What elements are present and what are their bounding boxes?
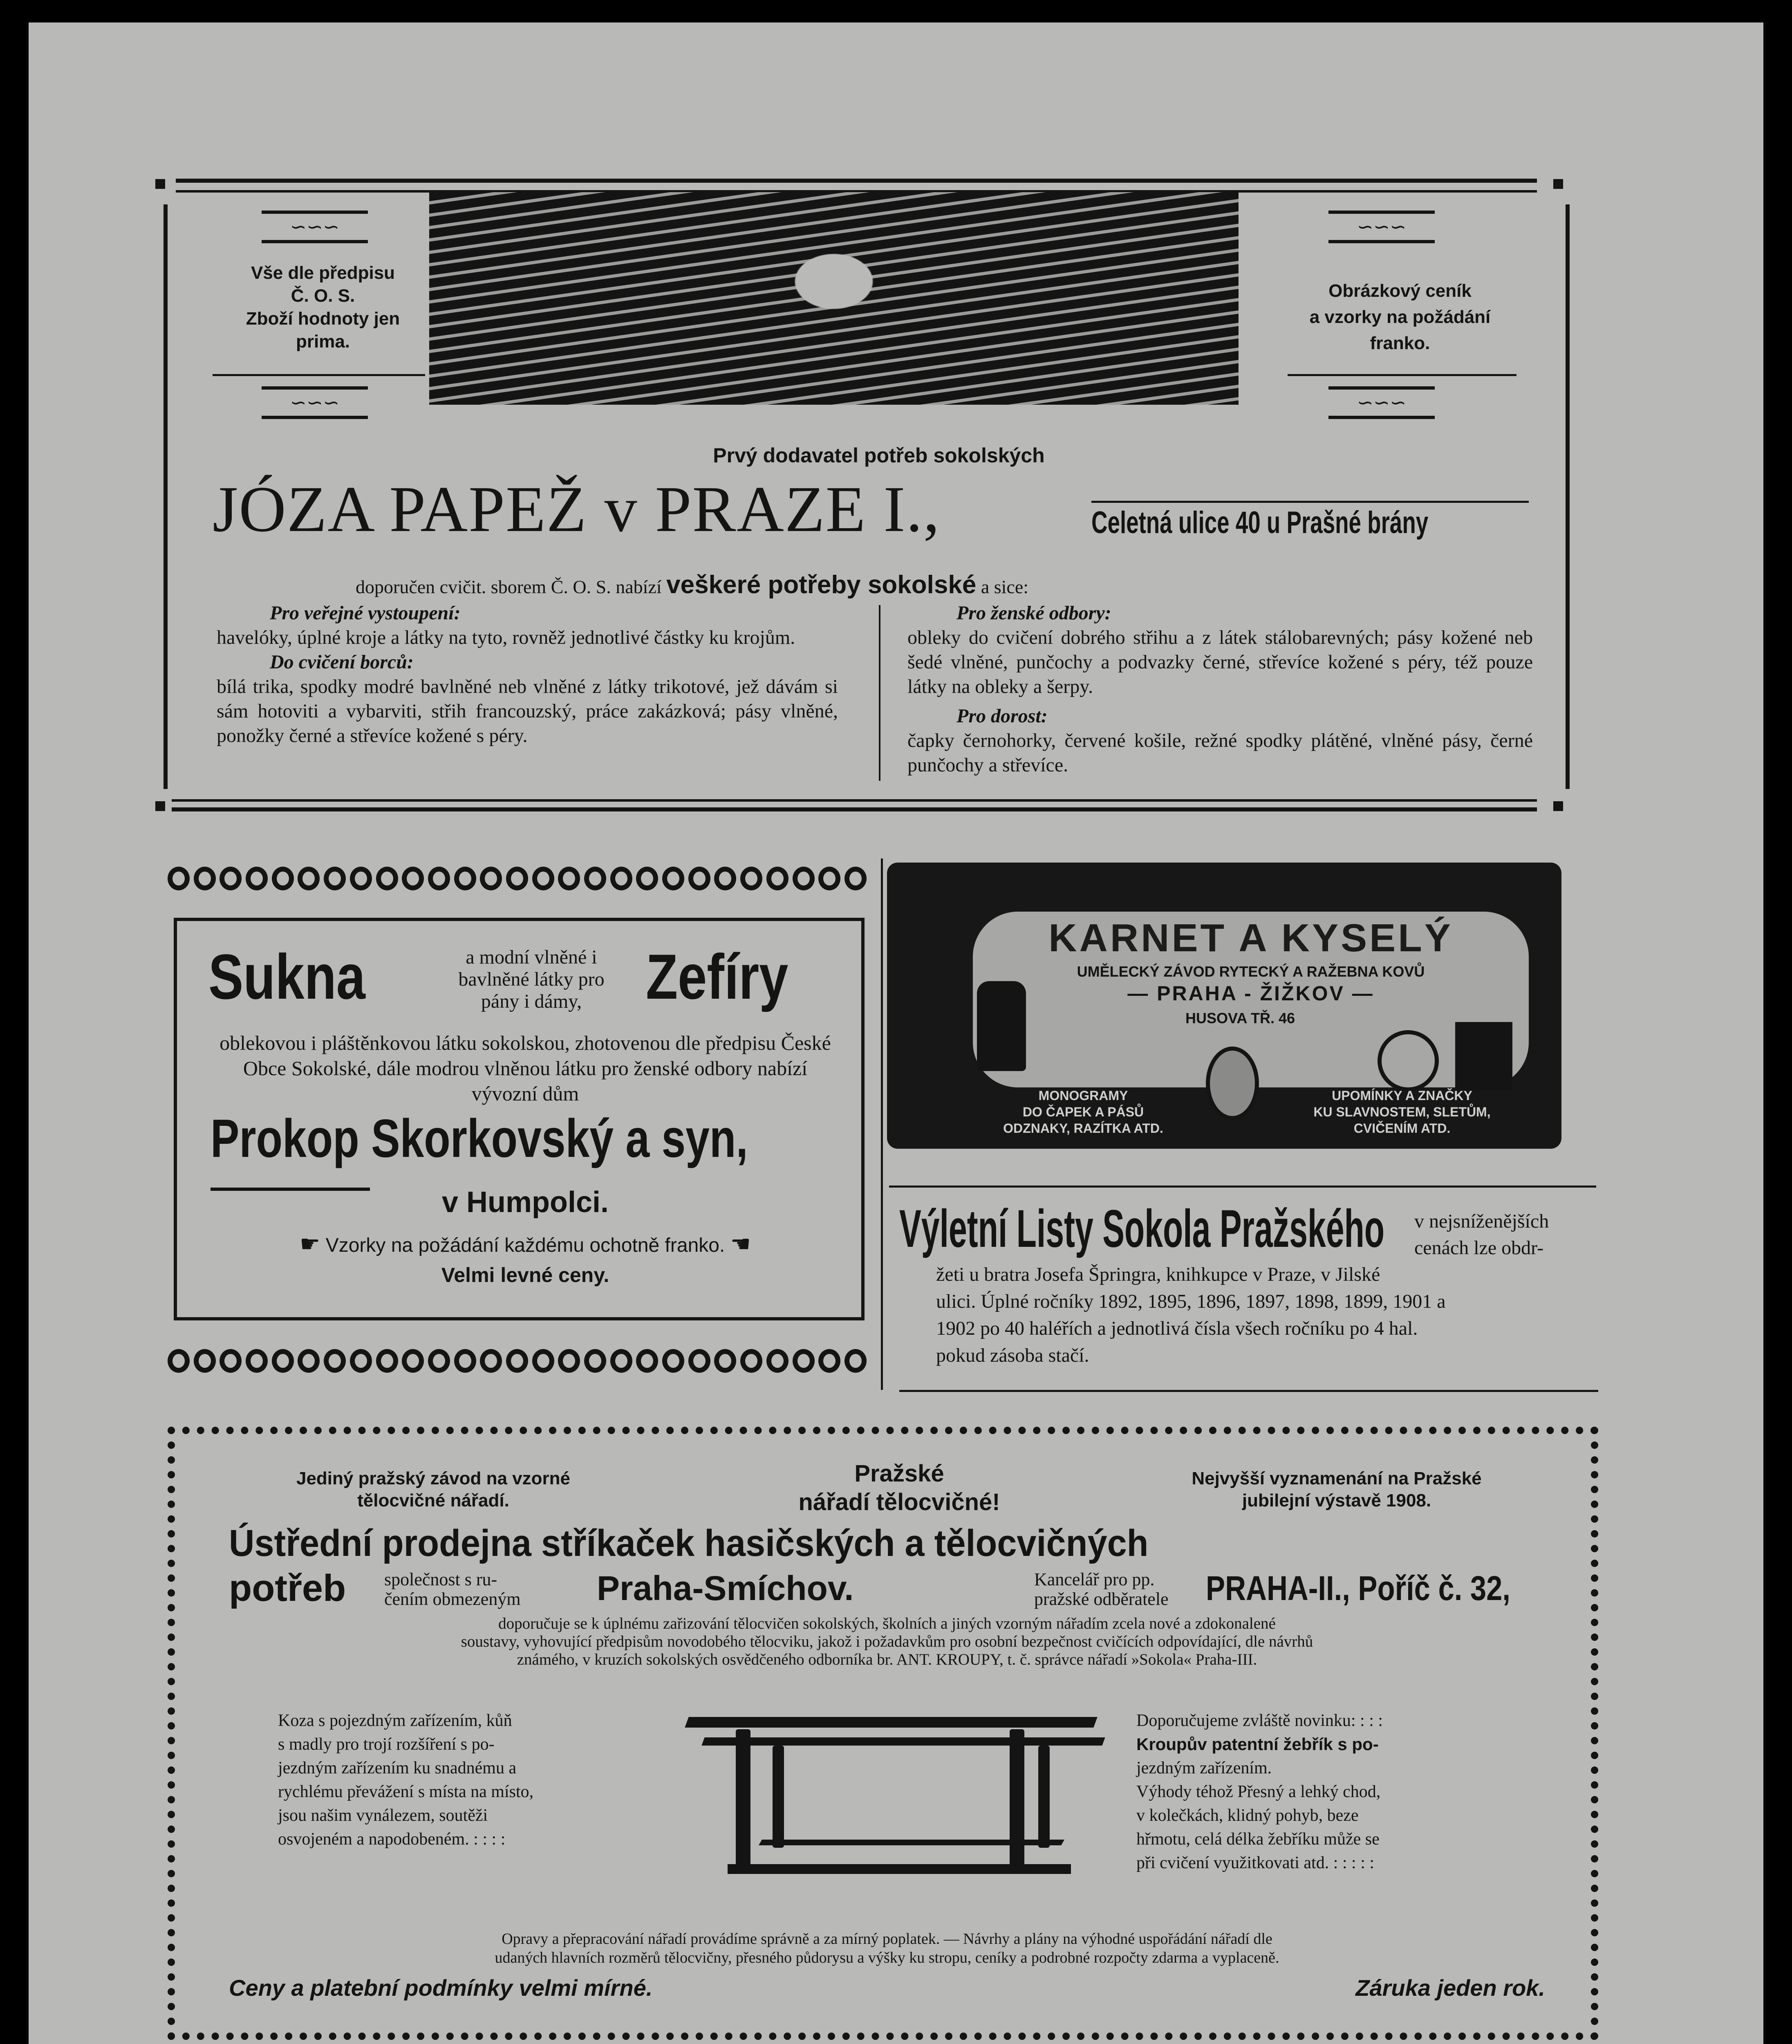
prices-line: Velmi levné ceny. <box>441 1264 609 1286</box>
bar-rail <box>701 1737 1105 1746</box>
head-line: nářadí tělocvičné! <box>798 1489 1000 1515</box>
koza-text <box>278 1709 638 1851</box>
column-rule <box>881 858 883 1390</box>
vyletni-line: ulici. Úplné ročníky 1892, 1895, 1896, 1897, 1898, 1899, 1901 a <box>936 1291 1446 1312</box>
fabric-note <box>425 946 638 1013</box>
section-heading: Pro dorost: <box>956 705 1048 727</box>
rising-sun-illustration <box>429 192 1239 405</box>
address-text: Celetná ulice 40 u Prašné brány <box>1091 505 1429 540</box>
karnet-right-services <box>1288 1087 1516 1136</box>
zebrik-line: Doporučujeme zvláště novinku: : : : <box>1136 1711 1383 1730</box>
corner-square <box>1553 801 1563 811</box>
monogram-medallion <box>1206 1047 1259 1120</box>
firm-skorkovsky: Prokop Skorkovský a syn, <box>211 1108 748 1168</box>
address-underline <box>1091 501 1529 503</box>
head-right <box>1120 1468 1553 1512</box>
corner-square <box>1553 179 1563 189</box>
company-form-line: společnost s ru- <box>384 1569 497 1589</box>
firm-name: JÓZA PAPEŽ v PRAZE I., <box>213 473 941 545</box>
samples-line <box>208 1230 842 1257</box>
koza-line: jezdným zařízením ku snadnému a <box>278 1759 517 1777</box>
pointing-hand-icon: ☛ <box>300 1231 320 1257</box>
prodejna-title: Ústřední prodejna stříkaček hasičských a tělocvičných <box>229 1522 1149 1564</box>
koza-line: osvojeném a napodobeném. : : : : <box>278 1830 506 1849</box>
divider <box>1288 374 1516 376</box>
bar-post <box>773 1746 784 1848</box>
vyletni-line: žeti u bratra Josefa Špringra, knihkupce v Praze, v Jilské <box>936 1264 1380 1285</box>
word-zefiry: Zefíry <box>646 941 788 1013</box>
zebrik-line: v kolečkách, klidný pohyb, beze <box>1136 1806 1359 1825</box>
service-line: MONOGRAMY <box>1038 1088 1128 1103</box>
ornament-scroll: ∽∽∽ <box>262 211 368 243</box>
footer-line: udaných hlavních rozměrů tělocvičny, přesného půdorysu a výšky ku stropu, ceníky a podrobné rozpočty zdarma a vyplaceně. <box>495 1949 1279 1966</box>
fabric-body: oblekovou i pláštěnkovou látku sokolskou, zhotovenou dle předpisu České Obce Sokolské, dále modrou vlněnou látku pro ženské odbory nabízí vývozní dům <box>220 1031 831 1105</box>
pointing-hand-icon: ☚ <box>730 1231 751 1257</box>
title-word-potreb: potřeb <box>229 1567 346 1609</box>
head-center <box>695 1459 1104 1517</box>
body-line: známého, v kruzích sokolských osvědčeného odborníka br. ANT. KROUPY, t. č. správce nářadí »Sokola« Praha-III. <box>517 1651 1257 1668</box>
head-line: jubilejní výstavě 1908. <box>1242 1490 1431 1511</box>
vyletni-title: Výletní Listy Sokola Pražského <box>899 1199 1385 1258</box>
service-line: ODZNAKY, RAZÍTKA ATD. <box>1003 1121 1163 1136</box>
bar-post <box>736 1729 750 1868</box>
title-praha-porici: PRAHA-II., Poříč č. 32, <box>1206 1569 1511 1607</box>
service-line: DO ČAPEK A PÁSŮ <box>1022 1105 1144 1119</box>
service-line: CVIČENÍM ATD. <box>1353 1121 1451 1136</box>
intro-text: a sice: <box>981 576 1029 597</box>
title-praha-smichov: Praha-Smíchov. <box>597 1569 854 1607</box>
zebrik-line: Výhody téhož Přesný a lehký chod, <box>1136 1782 1381 1801</box>
company-form <box>384 1570 556 1609</box>
town: v Humpolci. <box>441 1186 609 1219</box>
right-note-line: franko. <box>1370 333 1430 353</box>
company-form-line: čením obmezeným <box>384 1589 521 1609</box>
section-text: čapky černohorky, červené košile, režné spodky plátěné, vlněné pásy, černé punčochy a střevíce. <box>907 730 1533 776</box>
bar-base <box>759 1840 1064 1845</box>
right-border-line <box>1566 204 1570 789</box>
ornament-scroll: ∽∽∽ <box>262 386 368 419</box>
bar-base <box>728 1864 1071 1874</box>
intro-text: doporučen cvičit. sborem Č. O. S. nabízí <box>356 576 662 597</box>
head-line: Pražské <box>854 1460 944 1487</box>
vyletni-line: pokud zásoba stačí. <box>936 1345 1089 1366</box>
top-border-line <box>176 179 1537 183</box>
left-note <box>229 262 417 353</box>
terms-note: Ceny a platební podmínky velmi mírné. <box>229 1975 653 2001</box>
badge-medallion <box>1378 1030 1439 1091</box>
bar-post <box>1038 1746 1050 1848</box>
karnet-street: HUSOVA TŘ. 46 <box>1185 1010 1295 1026</box>
vyletni-body <box>936 1261 1598 1369</box>
section-heading: Do cvičení borců: <box>270 651 414 673</box>
koza-line: jsou našim vynálezem, soutěži <box>278 1806 488 1825</box>
office-note <box>1034 1570 1210 1609</box>
karnet-left-services <box>969 1087 1198 1136</box>
vyletni-line: cenách lze obdr- <box>1414 1237 1544 1259</box>
left-note-line: prima. <box>296 332 350 352</box>
plaque-icon <box>1455 1022 1512 1091</box>
section-text: bílá trika, spodky modré bavlněné neb vlněné z látky trikotové, jež dávám si sám hotoviti a vybarviti, střih francouzský, práce zakázková; pásy vlněné, ponožky černé a střevíce kožené s péry. <box>217 676 838 746</box>
body-line: soustavy, vyhovující předpisům novodobého tělocviku, jakož i požadavkům pro osobní bezpečnost cvičících odpovídající, dle návrhů <box>461 1633 1313 1650</box>
left-note-line: Vše dle předpisu <box>251 263 395 283</box>
prodejna-body <box>221 1615 1553 1669</box>
fabric-note-line: a modní vlněné i <box>466 946 597 968</box>
fabric-note-line: pány i dámy, <box>481 991 582 1012</box>
head-line: Jediný pražský závod na vzorné <box>296 1468 571 1488</box>
bottom-border-line-thick <box>172 807 1537 811</box>
office-note-line: pražské odběratele <box>1034 1589 1169 1609</box>
service-line: KU SLAVNOSTEM, SLETŮM, <box>1313 1105 1491 1119</box>
section-rule <box>889 1186 1596 1188</box>
section-rule <box>899 1390 1598 1392</box>
bar-rail <box>685 1717 1097 1728</box>
koza-line: s madly pro trojí rozšíření s po- <box>278 1735 495 1754</box>
section-heading: Pro veřejné vystoupení: <box>270 602 461 624</box>
word-sukna: Sukna <box>208 941 365 1013</box>
karnet-city: — PRAHA - ŽIŽKOV — <box>1127 982 1374 1005</box>
prodejna-footer <box>221 1930 1553 1967</box>
footer-line: Opravy a přepracování nářadí provádíme správně a za mírný poplatek. — Návrhy a plány na výhodné uspořádání nářadí dle <box>502 1930 1272 1948</box>
divider <box>213 374 425 376</box>
koza-line: Koza s pojezdným zařízením, kůň <box>278 1711 512 1730</box>
bar-post <box>1010 1729 1024 1868</box>
right-column <box>907 601 1533 778</box>
zebrik-line: při cvičení využitkovati atd. : : : : : <box>1136 1853 1375 1872</box>
karnet-title: KARNET A KYSELÝ <box>1048 916 1453 960</box>
bottom-border-line <box>172 799 1537 802</box>
zebrik-line: jezdným zařízením. <box>1136 1759 1272 1777</box>
left-note-line: Č. O. S. <box>291 286 355 306</box>
section-text: obleky do cvičení dobrého střihu a z látek stálobarevných; pásy kožené neb šedé vlněné, punčochy a podvazky černé, střevíce kožené s péry, též pouze látky na obleky a šerpy. <box>907 627 1533 697</box>
vyletni-title-suffix: v nejsníženějších <box>1414 1210 1549 1232</box>
ornament-scroll: ∽∽∽ <box>1328 211 1435 243</box>
right-note <box>1288 278 1512 356</box>
intro-line <box>356 570 1459 599</box>
samples-text: Vzorky na požádání každému ochotně franko. <box>325 1235 725 1256</box>
mortar-icon <box>977 981 1026 1071</box>
left-note-line: Zboží hodnoty jen <box>246 309 400 329</box>
head-line: tělocvičné nářadí. <box>357 1490 509 1511</box>
corner-square <box>155 179 165 189</box>
right-note-line: a vzorky na požádání <box>1309 307 1491 327</box>
corner-square <box>155 801 165 811</box>
body-line: doporučuje se k úplnému zařizování tělocvičen sokolských, školních a jiných vzorným nářadím zcela nové a zdokonalené <box>498 1615 1276 1632</box>
head-left <box>217 1468 650 1512</box>
right-note-line: Obrázkový ceník <box>1328 281 1472 301</box>
zebrik-text <box>1136 1709 1553 1875</box>
fabric-note-line: bavlněné látky pro <box>458 968 605 990</box>
left-column <box>217 601 838 748</box>
vyletni-line: 1902 po 40 haléřích a jednotlivá čísla všech ročníku po 4 hal. <box>936 1318 1418 1339</box>
koza-line: rychlému převážení s místa na místo, <box>278 1782 534 1801</box>
zebrik-line: hřmotu, celá délka žebříku může se <box>1136 1830 1380 1849</box>
guarantee-note: Záruka jeden rok. <box>1355 1975 1545 2001</box>
zebrik-line: Kroupův patentní žebřík s po- <box>1136 1735 1379 1754</box>
chain-border <box>168 867 867 891</box>
chain-border <box>168 1349 867 1374</box>
ornament-scroll: ∽∽∽ <box>1328 386 1435 419</box>
head-line: Nejvyšší vyznamenání na Pražské <box>1192 1468 1482 1488</box>
office-note-line: Kancelář pro pp. <box>1034 1569 1155 1589</box>
karnet-subtitle: UMĚLECKÝ ZÁVOD RYTECKÝ A RAŽEBNA KOVŮ <box>1077 963 1425 980</box>
tagline: Prvý dodavatel potřeb sokolských <box>713 444 1045 467</box>
column-divider <box>879 605 880 781</box>
intro-emphasis: veškeré potřeby sokolské <box>666 571 977 599</box>
section-text: havelóky, úplné kroje a látky na tyto, rovněž jednotlivé částky ku krojům. <box>217 627 795 648</box>
section-heading: Pro ženské odbory: <box>956 602 1111 624</box>
firm-address <box>1091 505 1429 540</box>
left-border-line <box>164 204 168 789</box>
service-line: UPOMÍNKY A ZNAČKY <box>1332 1088 1472 1103</box>
